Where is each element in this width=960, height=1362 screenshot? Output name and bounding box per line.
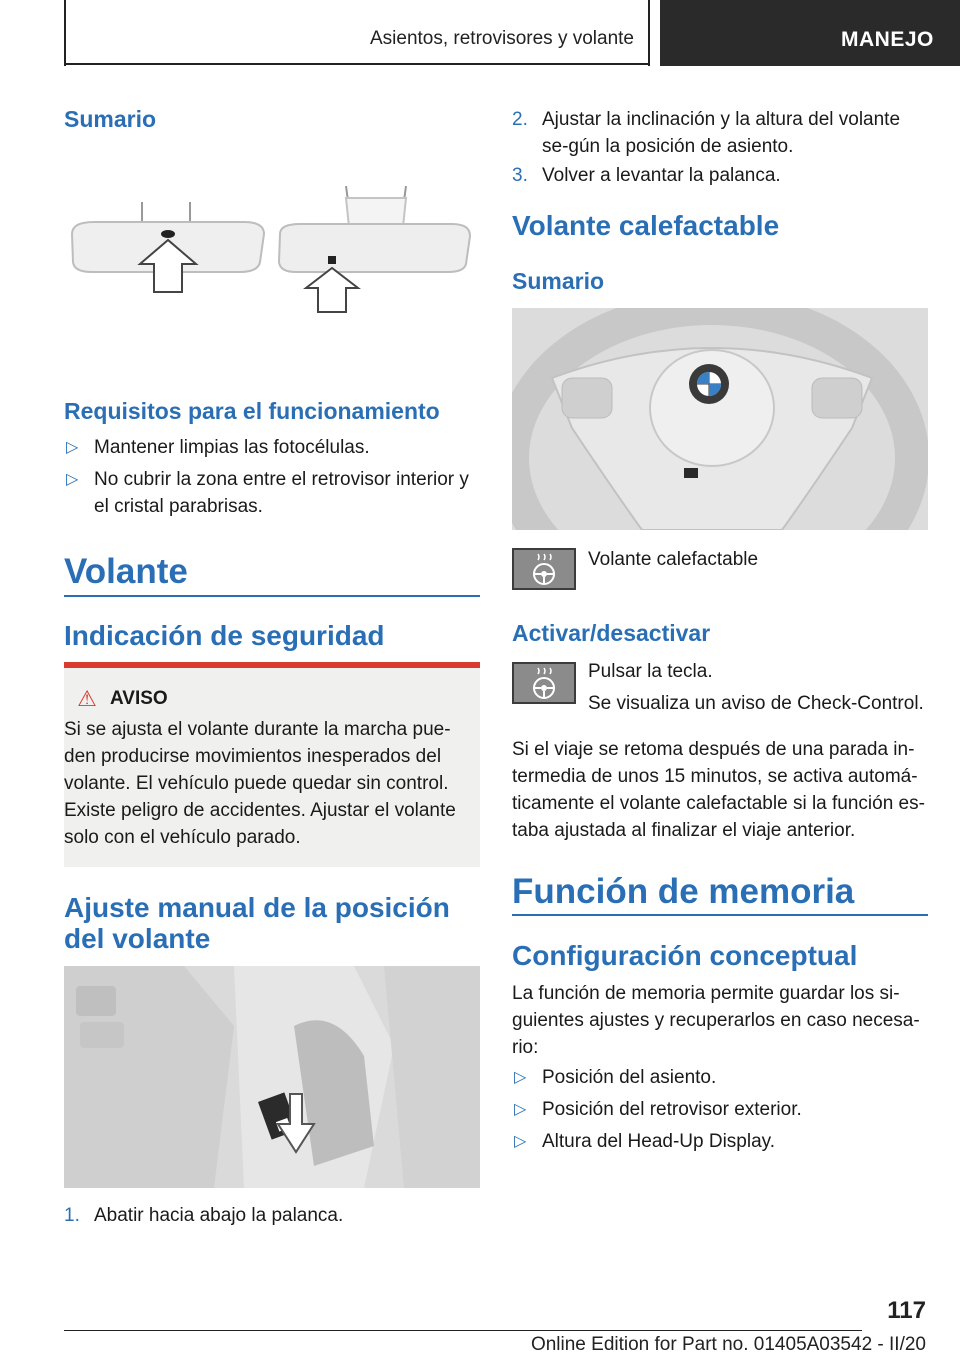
list-item	[64, 466, 480, 520]
footer-rule	[64, 1330, 862, 1331]
warning-text: Si se ajusta el volante durante la marcha pue-den producirse movimientos inesperados del volante. El vehículo puede quedar sin control. Existe peligro de accidentes. Ajustar el volante solo con el vehículo parado.	[64, 719, 456, 848]
heated-wheel-glyph	[514, 664, 574, 702]
calefactable-sumario-heading: Sumario	[512, 268, 605, 294]
step-item	[64, 1202, 480, 1229]
sumario-heading: Sumario	[64, 106, 157, 132]
list-item	[512, 1064, 928, 1091]
step-number: 1.	[64, 1205, 80, 1226]
list-item-text: Mantener limpias las fotocélulas.	[94, 437, 370, 458]
heated-steering-wheel-button[interactable]	[512, 662, 576, 704]
section-tab[interactable]: MANEJO	[660, 0, 960, 66]
warning-box	[64, 662, 480, 867]
list-item-text: Posición del retrovisor exterior.	[542, 1099, 802, 1120]
memoria-heading: Función de memoria	[512, 872, 855, 911]
requisitos-heading: Requisitos para el funcionamiento	[64, 398, 440, 424]
calefactable-heading: Volante calefactable	[512, 210, 780, 241]
step-text: Ajustar la inclinación y la altura del volante se-gún la posición de asiento.	[542, 109, 901, 157]
lever-photo	[64, 966, 480, 1188]
list-item-text: No cubrir la zona entre el retrovisor interior y el cristal parabrisas.	[94, 469, 469, 517]
page-number: 117	[887, 1297, 926, 1324]
triangle-bullet-icon: ▷	[66, 439, 79, 456]
ajuste-heading: Ajuste manual de la posición del volante	[64, 892, 450, 954]
header-left-divider	[64, 0, 66, 66]
steering-wheel-photo	[512, 308, 928, 530]
warning-triangle-icon: ⚠	[77, 686, 97, 711]
volante-rule	[64, 595, 480, 597]
header-underline	[64, 63, 650, 65]
heated-steering-wheel-icon	[512, 548, 576, 590]
icon-caption: Volante calefactable	[588, 549, 759, 570]
steering-wheel-svg	[512, 308, 928, 530]
warning-label: AVISO	[110, 688, 168, 709]
mirror-diagram-svg	[64, 186, 480, 316]
mirror-illustration	[64, 186, 480, 316]
list-item	[512, 1128, 928, 1155]
press-instruction: Pulsar la tecla.	[588, 661, 713, 682]
step-number: 3.	[512, 165, 528, 186]
warning-header	[64, 686, 466, 712]
step-item	[512, 162, 928, 189]
chapter-title: Asientos, retrovisores y volante	[369, 28, 634, 49]
header-right-divider	[648, 0, 650, 66]
step-text: Abatir hacia abajo la palanca.	[94, 1205, 344, 1226]
memoria-rule	[512, 914, 928, 916]
activar-heading: Activar/desactivar	[512, 620, 711, 646]
triangle-bullet-icon: ▷	[514, 1101, 527, 1118]
list-item-text: Posición del asiento.	[542, 1067, 717, 1088]
config-paragraph: La función de memoria permite guardar los si-guientes ajustes y recuperarlos en caso necesa-rio:	[512, 983, 920, 1058]
list-item	[512, 1096, 928, 1123]
triangle-bullet-icon: ▷	[514, 1069, 527, 1086]
triangle-bullet-icon: ▷	[66, 471, 79, 488]
step-item	[512, 106, 928, 160]
list-item-text: Altura del Head-Up Display.	[542, 1131, 776, 1152]
step-text: Volver a levantar la palanca.	[542, 165, 781, 186]
volante-heading: Volante	[64, 552, 188, 591]
list-item	[64, 434, 480, 461]
edition-text: Online Edition for Part no. 01405A03542 - II/20	[530, 1334, 926, 1355]
lever-illustration-svg	[64, 966, 480, 1188]
triangle-bullet-icon: ▷	[514, 1133, 527, 1150]
resume-paragraph: Si el viaje se retoma después de una parada in-termedia de unos 15 minutos, se activa automá-ticamente el volante calefactable si la función es-taba ajustada al finalizar el viaje anterior.	[512, 739, 925, 841]
seguridad-heading: Indicación de seguridad	[64, 620, 385, 651]
config-heading: Configuración conceptual	[512, 940, 858, 971]
check-control-note: Se visualiza un aviso de Check-Control.	[588, 693, 924, 714]
step-number: 2.	[512, 109, 528, 130]
heated-wheel-glyph	[514, 550, 574, 588]
